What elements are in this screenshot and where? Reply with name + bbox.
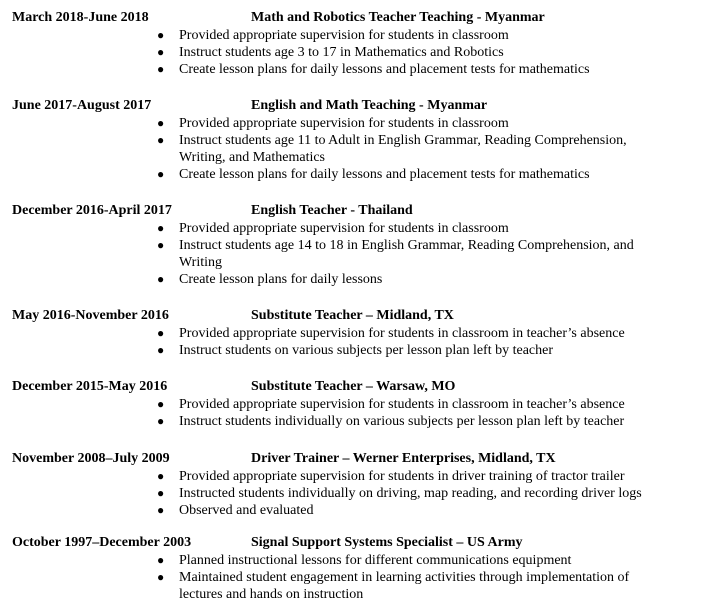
bullet-text: Maintained student engagement in learning activities through implementation of lectures and hands on instruction bbox=[179, 570, 630, 602]
entry-header bbox=[0, 378, 717, 396]
bullet-item bbox=[0, 485, 669, 502]
experience-entry bbox=[0, 534, 717, 603]
bullet-text: Observed and evaluated bbox=[179, 503, 314, 518]
bullet-item bbox=[0, 166, 669, 183]
experience-entry bbox=[0, 378, 717, 430]
bullet-text: Instruct students age 3 to 17 in Mathematics and Robotics bbox=[179, 45, 504, 60]
bullet-icon: ● bbox=[157, 503, 165, 517]
bullet-icon: ● bbox=[157, 570, 165, 584]
bullet-item bbox=[0, 115, 669, 132]
bullet-text: Instructed students individually on driving, map reading, and recording driver logs bbox=[179, 486, 642, 501]
bullet-icon: ● bbox=[157, 343, 165, 357]
bullet-text: Create lesson plans for daily lessons and placement tests for mathematics bbox=[179, 167, 590, 182]
bullet-item bbox=[0, 237, 669, 271]
bullet-item bbox=[0, 44, 669, 61]
entry-title: Driver Trainer – Werner Enterprises, Midland, TX bbox=[251, 451, 556, 466]
entry-dates: March 2018-June 2018 bbox=[12, 10, 149, 25]
bullet-icon: ● bbox=[157, 469, 165, 483]
bullet-icon: ● bbox=[157, 326, 165, 340]
entry-bullet-list bbox=[0, 27, 717, 78]
experience-entry bbox=[0, 97, 717, 183]
bullet-text: Provided appropriate supervision for students in classroom bbox=[179, 221, 509, 236]
entry-bullet-list bbox=[0, 468, 717, 519]
entry-dates: May 2016-November 2016 bbox=[12, 308, 169, 323]
bullet-icon: ● bbox=[157, 62, 165, 76]
experience-entry bbox=[0, 450, 717, 519]
entry-title: English and Math Teaching - Myanmar bbox=[251, 98, 488, 113]
bullet-icon: ● bbox=[157, 486, 165, 500]
bullet-item bbox=[0, 132, 669, 166]
entry-dates: October 1997–December 2003 bbox=[12, 535, 192, 550]
bullet-icon: ● bbox=[157, 553, 165, 567]
bullet-item bbox=[0, 325, 669, 342]
bullet-icon: ● bbox=[157, 167, 165, 181]
entry-header bbox=[0, 9, 717, 27]
bullet-icon: ● bbox=[157, 272, 165, 286]
bullet-text: Planned instructional lessons for different communications equipment bbox=[179, 553, 572, 568]
entry-bullet-list bbox=[0, 325, 717, 359]
entry-header bbox=[0, 202, 717, 220]
bullet-text: Instruct students on various subjects per lesson plan left by teacher bbox=[179, 343, 554, 358]
bullet-icon: ● bbox=[157, 133, 165, 147]
bullet-text: Instruct students age 14 to 18 in English Grammar, Reading Comprehension, and Writing bbox=[179, 238, 634, 270]
bullet-text: Provided appropriate supervision for students in classroom in teacher’s absence bbox=[179, 326, 625, 341]
entry-title: Substitute Teacher – Midland, TX bbox=[251, 308, 454, 323]
bullet-item bbox=[0, 342, 669, 359]
entry-title: Substitute Teacher – Warsaw, MO bbox=[251, 379, 456, 394]
bullet-icon: ● bbox=[157, 116, 165, 130]
entry-header bbox=[0, 307, 717, 325]
entry-title: Math and Robotics Teacher Teaching - Myanmar bbox=[251, 10, 545, 25]
bullet-item bbox=[0, 220, 669, 237]
entry-bullet-list bbox=[0, 396, 717, 430]
bullet-text: Provided appropriate supervision for students in driver training of tractor trailer bbox=[179, 469, 625, 484]
entry-dates: December 2015-May 2016 bbox=[12, 379, 168, 394]
entry-dates: November 2008–July 2009 bbox=[12, 451, 170, 466]
entry-bullet-list bbox=[0, 220, 717, 288]
experience-entry bbox=[0, 9, 717, 78]
bullet-text: Provided appropriate supervision for students in classroom in teacher’s absence bbox=[179, 397, 625, 412]
entry-bullet-list bbox=[0, 552, 717, 603]
bullet-item bbox=[0, 502, 669, 519]
experience-entry bbox=[0, 307, 717, 359]
bullet-item bbox=[0, 552, 669, 569]
entry-header bbox=[0, 97, 717, 115]
bullet-icon: ● bbox=[157, 414, 165, 428]
bullet-text: Instruct students individually on various subjects per lesson plan left by teacher bbox=[179, 414, 625, 429]
bullet-item bbox=[0, 396, 669, 413]
bullet-icon: ● bbox=[157, 45, 165, 59]
entry-title: Signal Support Systems Specialist – US Army bbox=[251, 535, 523, 550]
bullet-text: Instruct students age 11 to Adult in English Grammar, Reading Comprehension, Writing, and Mathematics bbox=[179, 133, 627, 165]
bullet-item bbox=[0, 468, 669, 485]
entry-dates: June 2017-August 2017 bbox=[12, 98, 152, 113]
entry-header bbox=[0, 534, 717, 552]
bullet-item bbox=[0, 27, 669, 44]
bullet-icon: ● bbox=[157, 238, 165, 252]
entry-title: English Teacher - Thailand bbox=[251, 203, 413, 218]
entry-dates: December 2016-April 2017 bbox=[12, 203, 172, 218]
bullet-icon: ● bbox=[157, 28, 165, 42]
bullet-item bbox=[0, 569, 669, 603]
bullet-text: Create lesson plans for daily lessons bbox=[179, 272, 383, 287]
entry-header bbox=[0, 450, 717, 468]
bullet-item bbox=[0, 413, 669, 430]
experience-entry bbox=[0, 202, 717, 288]
bullet-text: Provided appropriate supervision for students in classroom bbox=[179, 28, 509, 43]
bullet-text: Create lesson plans for daily lessons and placement tests for mathematics bbox=[179, 62, 590, 77]
bullet-icon: ● bbox=[157, 221, 165, 235]
bullet-item bbox=[0, 271, 669, 288]
bullet-icon: ● bbox=[157, 397, 165, 411]
bullet-item bbox=[0, 61, 669, 78]
entry-bullet-list bbox=[0, 115, 717, 183]
bullet-text: Provided appropriate supervision for students in classroom bbox=[179, 116, 509, 131]
